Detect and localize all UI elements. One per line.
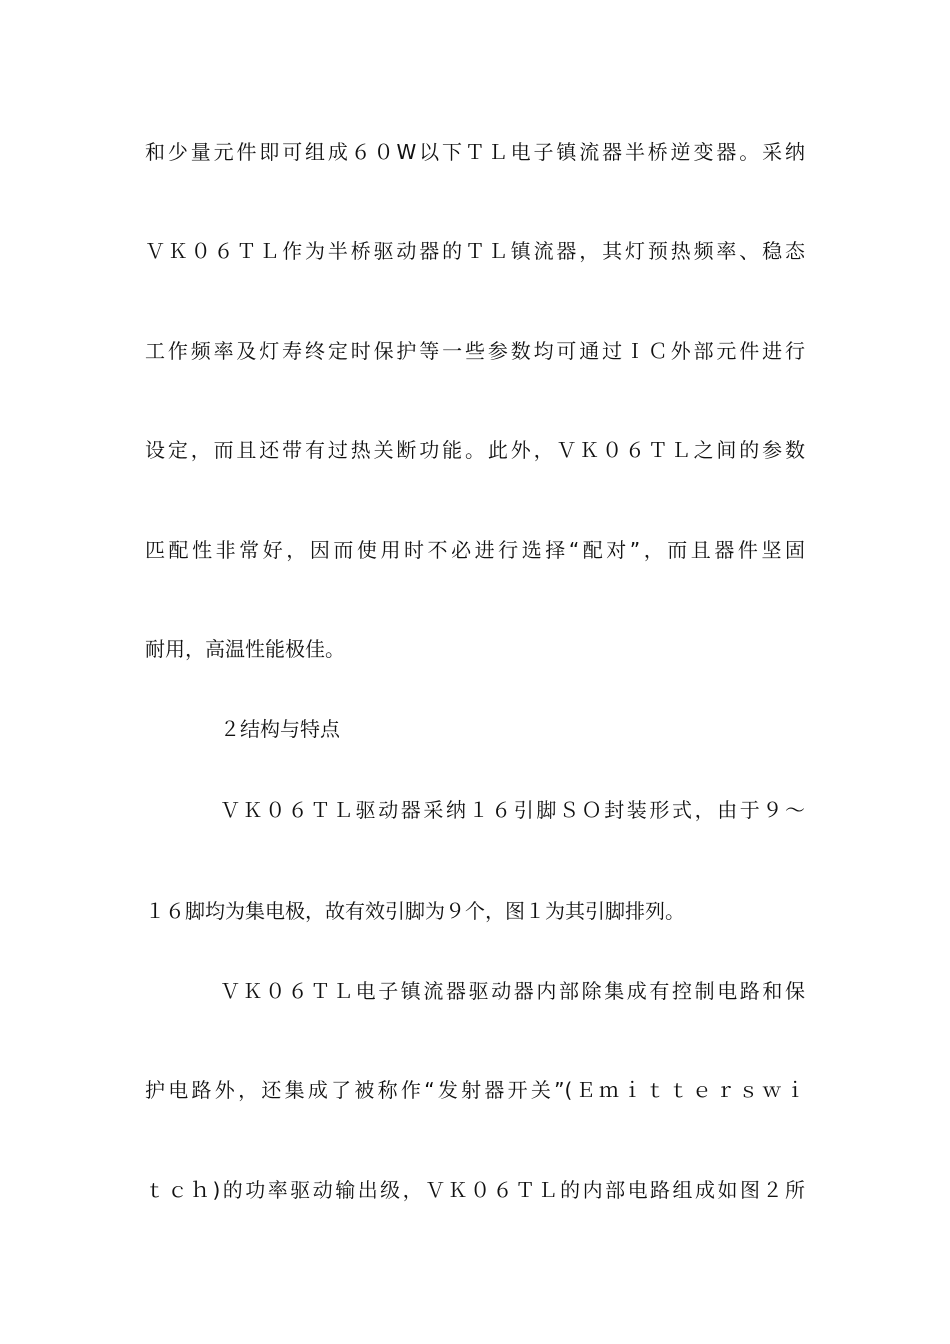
- paragraph-1-line-5: 匹配性非常好，因而使用时不必进行选择“配对”，而且器件坚固: [145, 538, 805, 562]
- paragraph-1-line-2: ＶＫ０６ＴＬ作为半桥驱动器的ＴＬ镇流器，其灯预热频率、稳态: [145, 239, 805, 263]
- paragraph-1-line-3: 工作频率及灯寿终定时保护等一些参数均可通过ＩＣ外部元件进行: [145, 339, 805, 363]
- paragraph-2-line-1: ＶＫ０６ＴＬ驱动器采纳１６引脚ＳＯ封装形式，由于９～: [220, 798, 805, 822]
- paragraph-1-line-4: 设定，而且还带有过热关断功能。此外，ＶＫ０６ＴＬ之间的参数: [145, 438, 805, 462]
- paragraph-1-line-1: 和少量元件即可组成６０W以下ＴＬ电子镇流器半桥逆变器。采纳: [145, 140, 805, 164]
- section-heading: ２结构与特点: [220, 717, 340, 741]
- paragraph-3-line-1: ＶＫ０６ＴＬ电子镇流器驱动器内部除集成有控制电路和保: [220, 979, 805, 1003]
- paragraph-2-line-2: １６脚均为集电极，故有效引脚为９个，图１为其引脚排列。: [145, 899, 685, 923]
- paragraph-3-line-3: ｔｃｈ)的功率驱动输出级，ＶＫ０６ＴＬ的内部电路组成如图２所: [145, 1178, 805, 1202]
- paragraph-1-line-6: 耐用，高温性能极佳。: [145, 637, 345, 661]
- paragraph-3-line-2: 护电路外，还集成了被称作“发射器开关”(Ｅｍｉｔｔｅｒｓｗｉ: [145, 1078, 805, 1102]
